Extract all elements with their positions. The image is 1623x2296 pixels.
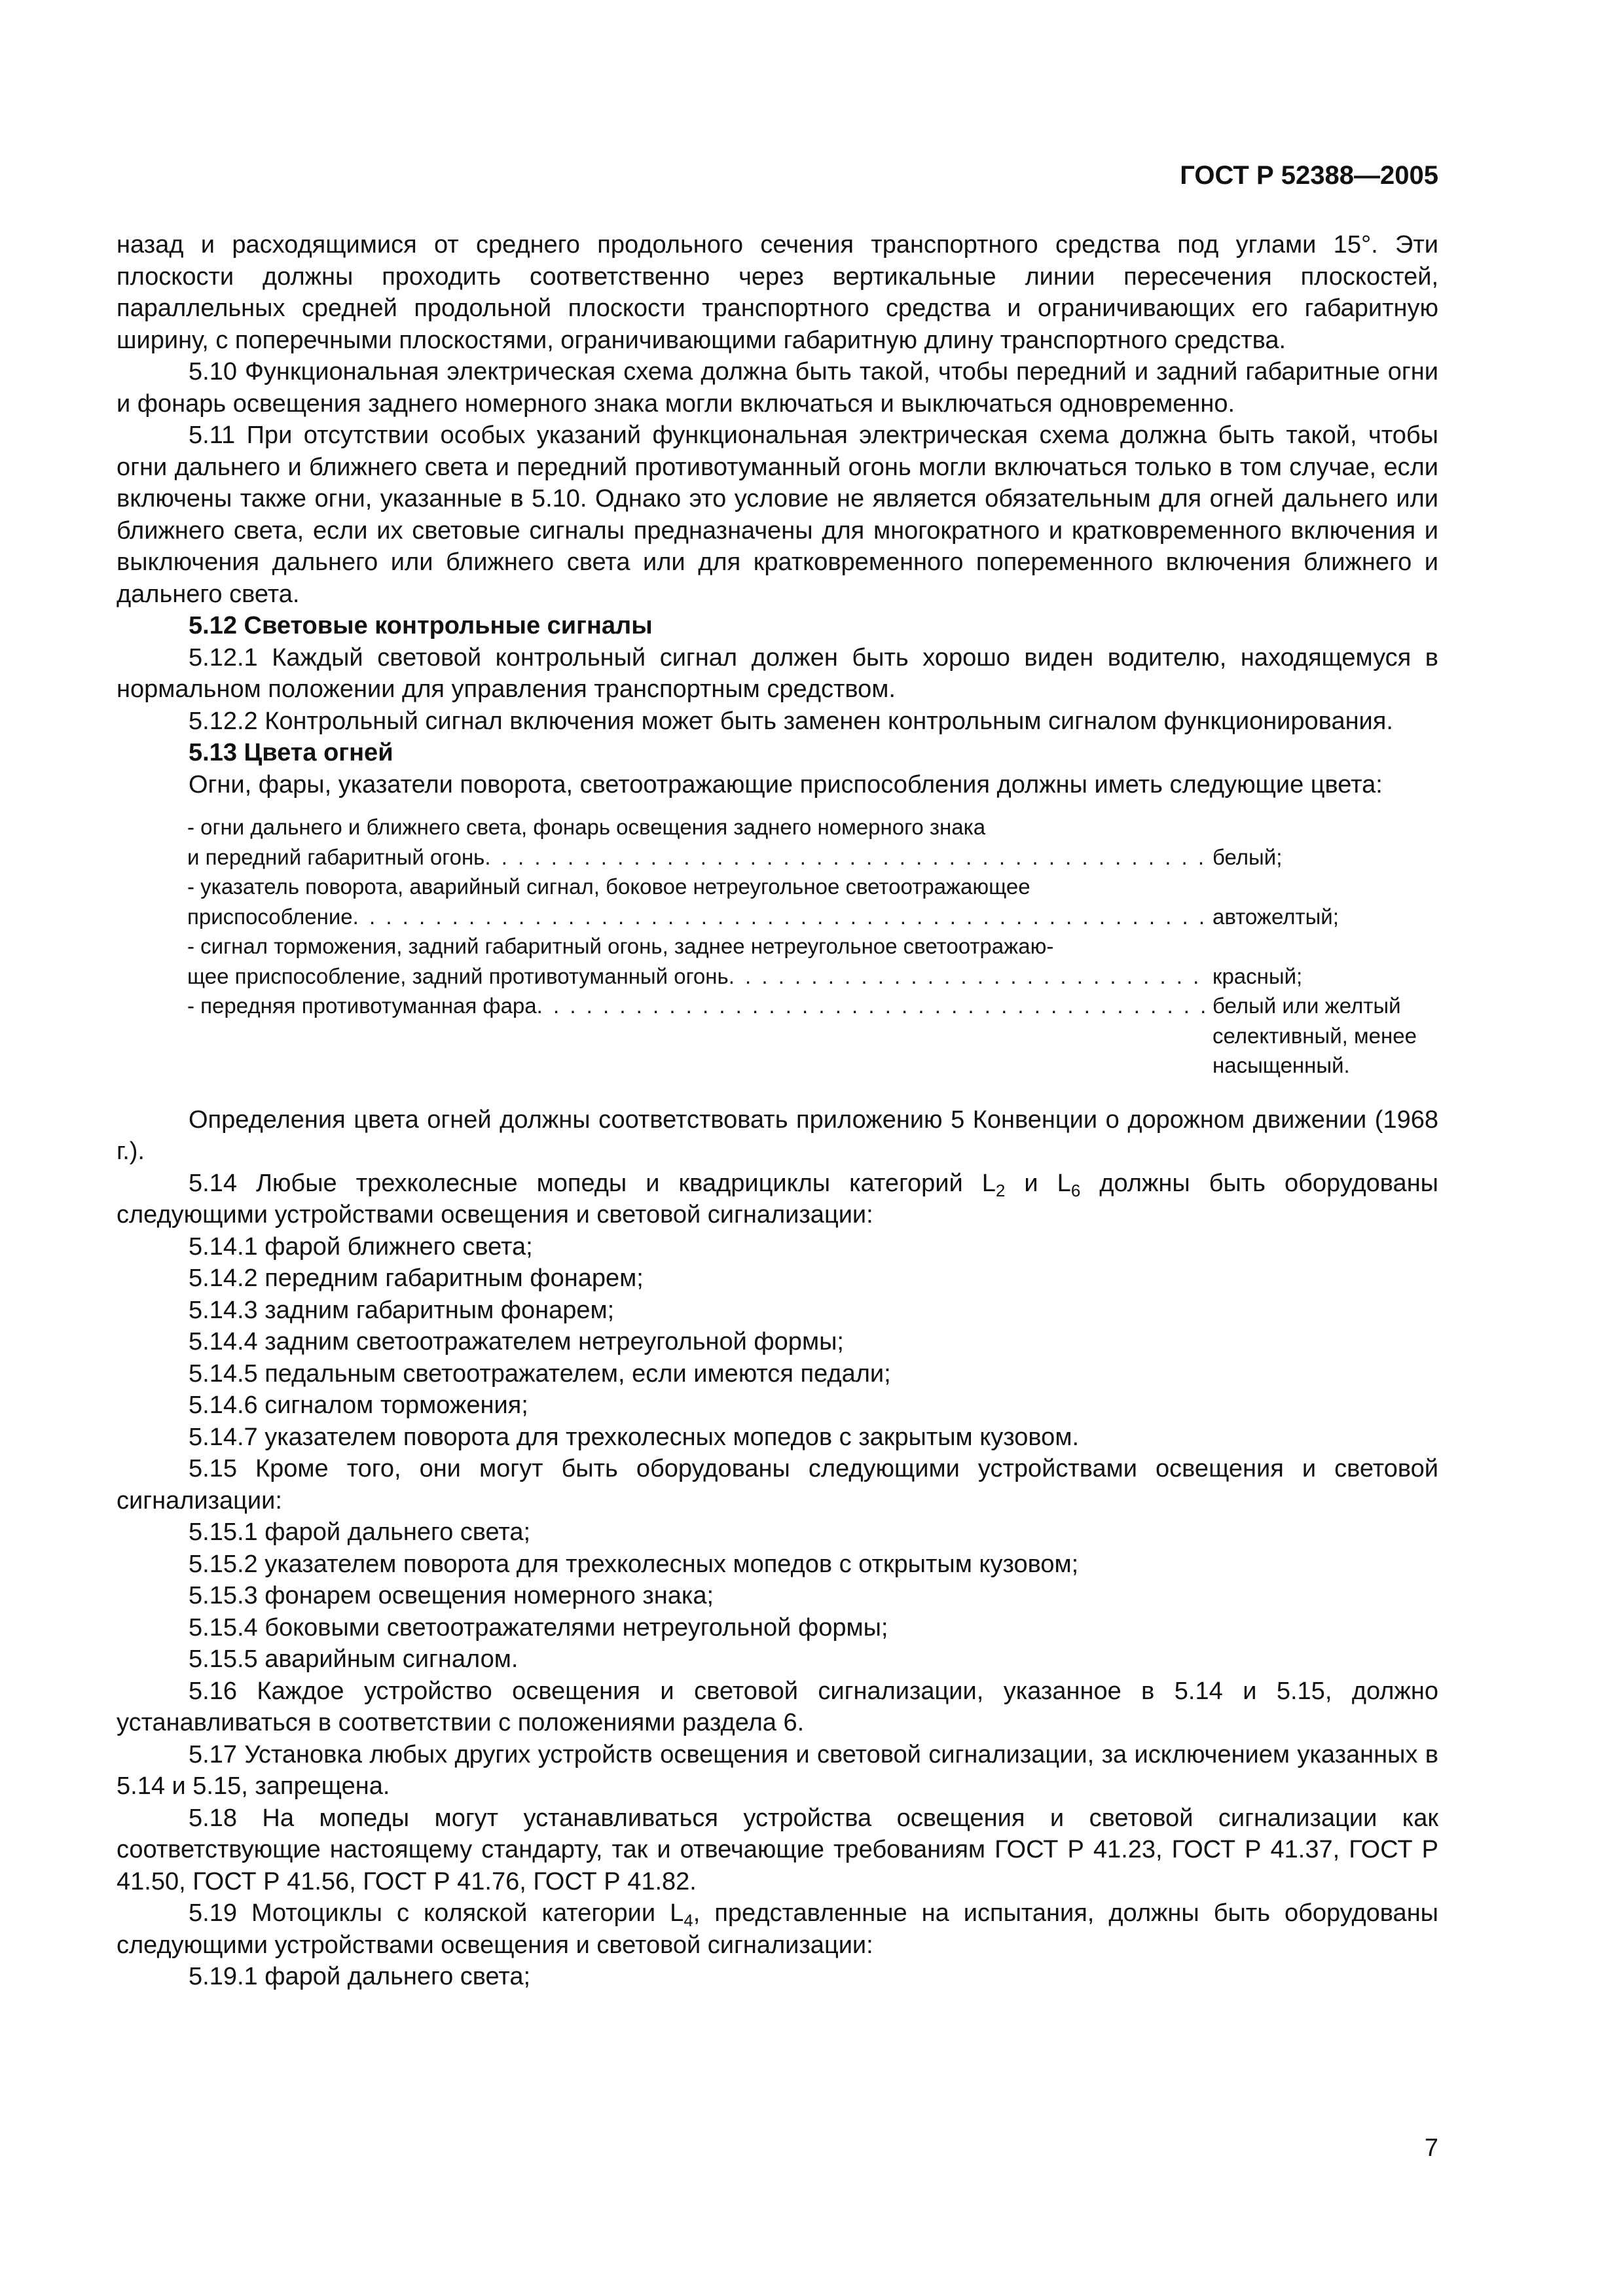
paragraph-5-19: 5.19 Мотоциклы с коляской категории $L_4$, представленные на испытания, должны быть оборудованы следующими устройствами освещения и световой сигнализации:	[117, 1899, 1438, 1959]
dot-leader	[729, 961, 1210, 992]
list-item-5-14-4: 5.14.4 задним светоотражателем нетреугольной формы;	[189, 1328, 844, 1355]
light-color-list	[187, 812, 1438, 1081]
list-item-5-15-1: 5.15.1 фарой дальнего света;	[189, 1518, 531, 1546]
paragraph-5-14: 5.14 Любые трехколесные мопеды и квадрициклы категорий $L_2$ и $L_6$ должны быть оборудованы следующими устройствами освещения и световой сигнализации:	[117, 1169, 1438, 1229]
paragraph-5-12-1: 5.12.1 Каждый световой контрольный сигнал должен быть хорошо виден водителю, находящемуся в нормальном положении для управления транспортным средством.	[117, 643, 1438, 703]
list-item-5-15-2: 5.15.2 указателем поворота для трехколесных мопедов с открытым кузовом;	[189, 1550, 1079, 1578]
color-value: белый;	[1213, 844, 1283, 869]
list-item-5-14-3: 5.14.3 задним габаритным фонарем;	[189, 1296, 615, 1324]
list-item-5-15-5: 5.15.5 аварийным сигналом.	[189, 1645, 519, 1673]
dot-leader	[484, 842, 1210, 872]
list-item-5-14-1: 5.14.1 фарой ближнего света;	[189, 1232, 533, 1261]
color-value: автожелтый;	[1213, 904, 1339, 929]
color-list-item	[187, 931, 1438, 991]
list-item-5-14-5: 5.14.5 педальным светоотражателем, если имеются педали;	[189, 1359, 891, 1388]
color-list-item-text: щее приспособление, задний противотуманный огонь	[187, 963, 729, 988]
list-item-5-15-4: 5.15.4 боковыми светоотражателями нетреугольной формы;	[189, 1613, 888, 1641]
document-header	[117, 160, 1438, 191]
paragraph-5-18: 5.18 На мопеды могут устанавливаться устройства освещения и световой сигнализации как соответствующие настоящему стандарту, так и отвечающие требованиям ГОСТ Р 41.23, ГОСТ Р 41.37, ГОСТ Р 41.50, ГОСТ Р 41.56, ГОСТ Р 41.76, ГОСТ Р 41.82.	[117, 1804, 1438, 1895]
color-value: красный;	[1213, 963, 1303, 988]
page-number: 7	[1424, 2134, 1438, 2162]
paragraph-5-17: 5.17 Установка любых других устройств освещения и световой сигнализации, за исключением указанных в 5.14 и 5.15, запрещена.	[117, 1740, 1438, 1800]
paragraph-5-12-2: 5.12.2 Контрольный сигнал включения может быть заменен контрольным сигналом функционирования.	[189, 707, 1393, 735]
paragraph-5-10: 5.10 Функциональная электрическая схема должна быть такой, чтобы передний и задний габаритные огни и фонарь освещения заднего номерного знака могли включаться и выключаться одновременно.	[117, 358, 1438, 418]
heading-5-13: 5.13 Цвета огней	[189, 739, 393, 766]
color-list-item-text: - указатель поворота, аварийный сигнал, боковое нетреугольное светоотражающее	[187, 874, 1030, 899]
color-list-item-text: - сигнал торможения, задний габаритный огонь, заднее нетреугольное светоотражаю-	[187, 934, 1054, 958]
list-item-5-19-1: 5.19.1 фарой дальнего света;	[189, 1963, 531, 1990]
color-list-item	[187, 872, 1438, 931]
dot-leader	[353, 902, 1210, 932]
paragraph-5-16: 5.16 Каждое устройство освещения и световой сигнализации, указанное в 5.14 и 5.15, должно устанавливаться в соответствии с положениями раздела 6.	[117, 1677, 1438, 1736]
heading-5-12: 5.12 Световые контрольные сигналы	[189, 612, 653, 639]
list-item-5-15-3: 5.15.3 фонарем освещения номерного знака;	[189, 1582, 714, 1609]
color-list-item-text: - огни дальнего и ближнего света, фонарь освещения заднего номерного знака	[187, 815, 986, 839]
color-list-item-text: и передний габаритный огонь	[187, 844, 485, 869]
document-id: ГОСТ Р 52388—2005	[1180, 161, 1438, 190]
color-list-item-text: приспособление	[187, 904, 353, 929]
list-item-5-14-2: 5.14.2 передним габаритным фонарем;	[189, 1265, 644, 1292]
list-item-5-14-7: 5.14.7 указателем поворота для трехколесных мопедов с закрытым кузовом.	[189, 1423, 1080, 1451]
dot-leader	[537, 991, 1210, 1021]
color-list-item	[187, 812, 1438, 872]
color-value: белый или желтый селективный, менее насыщенный.	[1213, 994, 1417, 1077]
paragraph-color-definitions: Определения цвета огней должны соответствовать приложению 5 Конвенции о дорожном движении (1968 г.).	[117, 1105, 1438, 1165]
paragraph-continued: назад и расходящимися от среднего продольного сечения транспортного средства под углами 15°. Эти плоскости должны проходить соответственно через вертикальные линии пересечения плоскостей, параллельных средней продольной плоскости транспортного средства и ограничивающих его габаритную ширину, с поперечными плоскостями, ограничивающими габаритную длину транспортного средства.	[117, 231, 1438, 354]
paragraph-5-11: 5.11 При отсутствии особых указаний функциональная электрическая схема должна быть такой, чтобы огни дальнего и ближнего света и передний противотуманный огонь могли включаться только в том случае, если включены также огни, указанные в 5.10. Однако это условие не является обязательным для огней дальнего или ближнего света, если их световые сигналы предназначены для многократного и кратковременного включения и выключения дальнего или ближнего света или для кратковременного попеременного включения ближнего и дальнего света.	[117, 422, 1438, 608]
color-list-item-text: - передняя противотуманная фара	[187, 994, 537, 1018]
document-body	[117, 229, 1438, 1993]
paragraph-5-15: 5.15 Кроме того, они могут быть оборудованы следующими устройствами освещения и световой сигнализации:	[117, 1455, 1438, 1515]
color-list-item	[187, 991, 1438, 1081]
paragraph-5-13: Огни, фары, указатели поворота, светоотражающие приспособления должны иметь следующие цвета:	[189, 770, 1383, 798]
list-item-5-14-6: 5.14.6 сигналом торможения;	[189, 1391, 528, 1419]
